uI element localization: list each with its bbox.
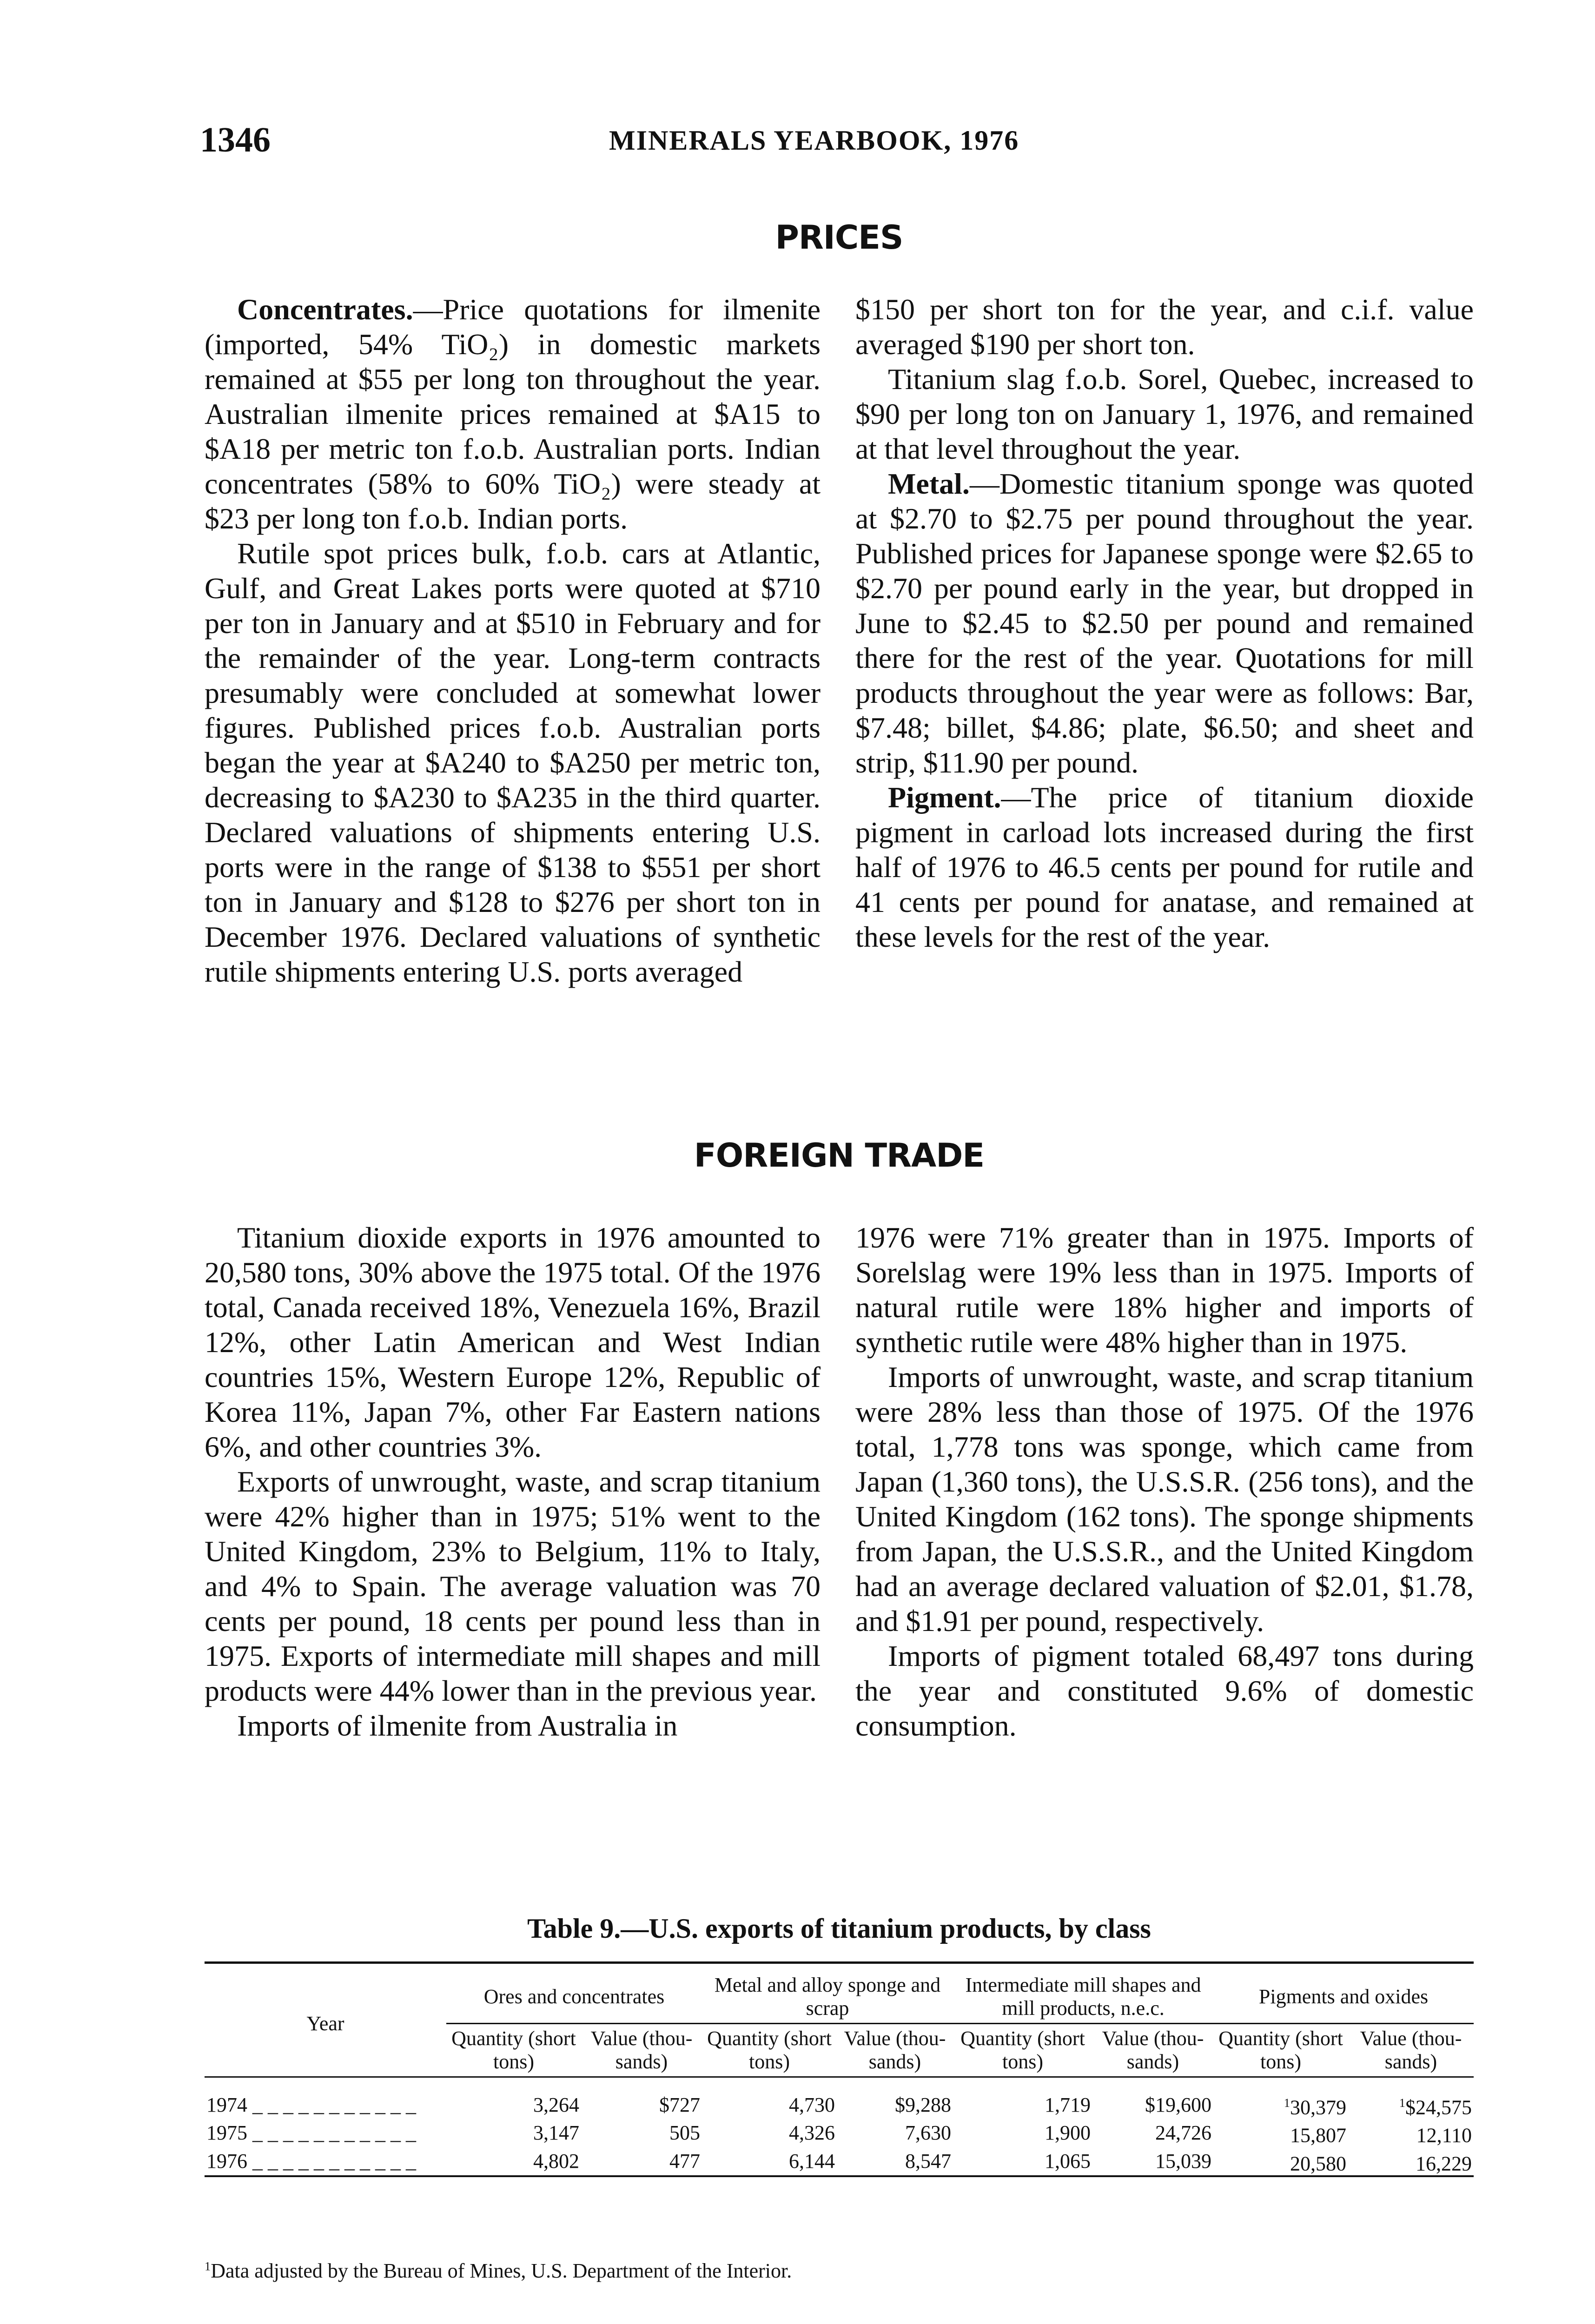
trade-paragraph-3-continued: 1976 were 71% greater than in 1975. Imports of Sorelslag were 19% less than in 1975. Imports of natural rutile were 18% higher and imports of synthetic rutile were 48% higher than in 1975.	[855, 1221, 1474, 1359]
table-row: 1974 _ _ _ _ _ _ _ _ _ _ _ 3,264 $727 4,730 $9,288 1,719 $19,600 $^1$30,379 $^1$\$24,575	[206, 2093, 1472, 2119]
pigment-paragraph: Pigment.—The price of titanium dioxide pigment in carload lots increased during the first half of 1976 to 46.5 cents per pound for rutile and 41 cents per pound for anatase, and remained at these levels for the rest of the year.	[855, 781, 1474, 953]
value-header: Value (thou- sands)	[1360, 2027, 1462, 2073]
metal-paragraph: Metal.—Domestic titanium sponge was quoted at $2.70 to $2.75 per pound throughout the year. Published prices for Japanese sponge were $2.65 to $2.70 per pound early in the year, but dropped in June to $2.45 to $2.50 per pound and remained there for the rest of the year. Quotations for mill products throughout the year were as follows: Bar, $7.48; billet, $4.86; plate, $6.50; and sheet and strip, $11.90 per pound.	[855, 467, 1474, 779]
footnote-marker: 1	[1399, 2095, 1405, 2110]
table-footnote: $^1$Data adjusted by the Bureau of Mines, U.S. Department of the Interior.	[205, 2259, 792, 2282]
prices-right-column	[855, 292, 1474, 954]
foreign-trade-heading: FOREIGN TRADE	[694, 1136, 985, 1175]
table-row: 1976 _ _ _ _ _ _ _ _ _ _ _ 4,802 477 6,144 8,547 1,065 15,039 20,580 16,229	[205, 2147, 1474, 2177]
group-header-pigments: Pigments and oxides	[1213, 1971, 1474, 2024]
quantity-header: Quantity (short tons)	[707, 2027, 832, 2073]
dot-leader: _ _ _ _ _ _ _ _ _ _ _	[247, 2093, 416, 2116]
trade-left-column	[205, 1220, 821, 1743]
prices-heading: PRICES	[775, 218, 903, 257]
table-row: 1975 _ _ _ _ _ _ _ _ _ _ _ 3,147 505 4,326 7,630 1,900 24,726 15,807 12,110	[206, 2121, 1472, 2147]
dot-leader: _ _ _ _ _ _ _ _ _ _ _	[247, 2150, 416, 2173]
table-top-rule	[205, 1961, 1474, 1964]
footnote-marker: 1	[205, 2259, 211, 2273]
trade-paragraph-1: Titanium dioxide exports in 1976 amounted to 20,580 tons, 30% above the 1975 total. Of the 1976 total, Canada received 18%, Venezuela 16%, Brazil 12%, other Latin American and West Indian countries 15%, Western Europe 12%, Republic of Korea 11%, Japan 7%, other Far Eastern nations 6%, and other countries 3%.	[205, 1221, 821, 1463]
year-header: Year	[306, 2012, 344, 2035]
group-header-ores: Ores and concentrates	[446, 1971, 702, 2024]
running-header: MINERALS YEARBOOK, 1976	[609, 125, 1019, 156]
value-header: Value (thou- sands)	[1102, 2027, 1204, 2073]
concentrates-runin: Concentrates.	[237, 293, 413, 326]
prices-left-column	[205, 292, 821, 989]
group-header-mill: Intermediate mill shapes and mill products, n.e.c.	[953, 1971, 1213, 2024]
page-number: 1346	[200, 120, 271, 159]
trade-paragraph-2: Exports of unwrought, waste, and scrap titanium were 42% higher than in 1975; 51% went to the United Kingdom, 23% to Belgium, 11% to Italy, and 4% to Spain. The average valuation was 70 cents per pound, 18 cents per pound less than in 1975. Exports of intermediate mill shapes and mill products were 44% lower than in the previous year.	[205, 1465, 821, 1707]
dot-leader: _ _ _ _ _ _ _ _ _ _ _	[247, 2121, 416, 2145]
value-header: Value (thou- sands)	[844, 2027, 946, 2073]
slag-paragraph: Titanium slag f.o.b. Sorel, Quebec, increased to $90 per long ton on January 1, 1976, and remained at that level throughout the year.	[855, 363, 1474, 465]
quantity-header: Quantity (short tons)	[451, 2027, 576, 2073]
quantity-header: Quantity (short tons)	[960, 2027, 1085, 2073]
trade-paragraph-4: Imports of unwrought, waste, and scrap titanium were 28% less than those of 1975. Of the 1976 total, 1,778 tons was sponge, which came from Japan (1,360 tons), the U.S.S.R. (256 tons), and the United Kingdom (162 tons). The sponge shipments from Japan, the U.S.S.R., and the United Kingdom had an average declared valuation of $2.01, $1.78, and $1.91 per pound, respectively.	[855, 1360, 1474, 1637]
metal-runin: Metal.	[888, 467, 970, 500]
quantity-header: Quantity (short tons)	[1218, 2027, 1343, 2073]
concentrates-paragraph: Concentrates.—Price quotations for ilmenite (imported, 54% TiO₂) in domestic markets remained at $55 per long ton throughout the year. Australian ilmenite prices remained at $A15 to $A18 per metric ton f.o.b. Australian ports. Indian concentrates (58% to 60% TiO₂) were steady at $23 per long ton f.o.b. Indian ports.	[205, 293, 821, 535]
value-header: Value (thou- sands)	[590, 2027, 693, 2073]
trade-right-column	[855, 1220, 1474, 1743]
footnote-marker: 1	[1284, 2095, 1290, 2110]
pigment-runin: Pigment.	[888, 781, 1001, 814]
table-group-header-row	[205, 1971, 1474, 2024]
trade-paragraph-3: Imports of ilmenite from Australia in	[237, 1709, 678, 1742]
group-header-metal: Metal and alloy sponge and scrap	[702, 1971, 953, 2024]
trade-paragraph-5: Imports of pigment totaled 68,497 tons during the year and constituted 9.6% of domestic consumption.	[855, 1639, 1474, 1742]
exports-table	[205, 1971, 1474, 2177]
rutile-continued: $150 per short ton for the year, and c.i.f. value averaged $190 per short ton.	[855, 293, 1474, 361]
rutile-paragraph: Rutile spot prices bulk, f.o.b. cars at Atlantic, Gulf, and Great Lakes ports were quoted at $710 per ton in January and at $510 in February and for the remainder of the year. Long-term contracts presumably were concluded at somewhat lower figures. Published prices f.o.b. Australian ports began the year at $A240 to $A250 per metric ton, decreasing to $A230 to $A235 in the third quarter. Declared valuations of shipments entering U.S. ports were in the range of $138 to $551 per short ton in January and $128 to $276 per short ton in December 1976. Declared valuations of synthetic rutile shipments entering U.S. ports averaged	[205, 537, 821, 988]
table-title: Table 9.—U.S. exports of titanium products, by class	[527, 1913, 1151, 1944]
